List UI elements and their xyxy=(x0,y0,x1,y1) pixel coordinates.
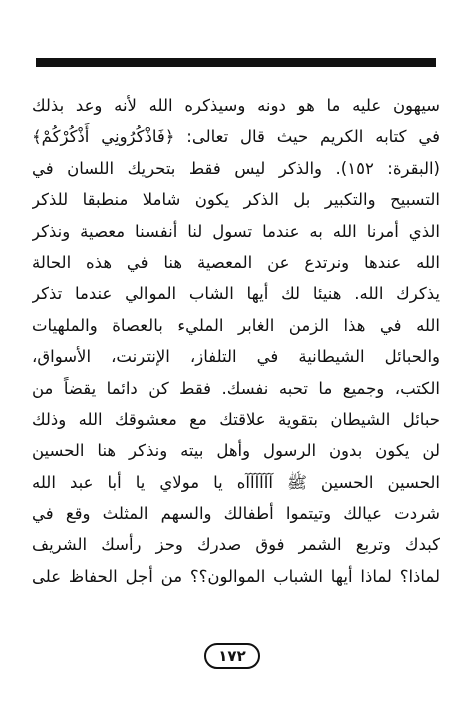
text-line: التسبيح والتكبير بل الذكر يكون شاملا منطبقا للذكر xyxy=(32,190,440,210)
text-line: كبدك وتربع الشمر فوق صدرك وحز رأسك الشريف xyxy=(32,535,440,555)
text-line: الحسين الحسين ﷺ آآآآآآه يا مولاي يا أبا عبد الله xyxy=(32,472,440,492)
page-number-badge: ١٧٢ xyxy=(204,643,260,669)
text-line: والحبائل الشيطانية في التلفاز، الإنترنت، الأسواق، xyxy=(32,347,440,367)
text-line: سيهون عليه ما هو دونه وسيذكره الله لأنه وعد بذلك xyxy=(32,96,440,115)
text-line: في كتابه الكريم حيث قال تعالى: ﴿فَاذْكُرُونِي أَذْكُرْكُمْ﴾ xyxy=(32,127,440,147)
text-line: لماذا؟ لماذا أيها الشباب الموالون؟؟ من أجل الحفاظ على xyxy=(32,566,440,586)
page-body-text xyxy=(32,90,440,592)
text-line: الله عندها ونرتدع عن المعصية هنا في هذه الحالة xyxy=(32,252,440,272)
text-line: الذي أمرنا الله به عندما تسول لنا أنفسنا معصية ونذكر xyxy=(32,221,440,241)
text-line: (البقرة: ١٥٢). والذكر ليس فقط بتحريك اللسان في xyxy=(32,158,440,178)
text-line: شردت عيالك وتيتموا أطفالك والسهم المثلث وقع في xyxy=(32,504,440,524)
text-line: الله في هذا الزمن الغابر المليء بالعصاة والملهيات xyxy=(32,315,440,335)
text-line: لن يكون بدون الرسول وأهل بيته ونذكر هنا الحسين xyxy=(32,441,440,461)
header-rule xyxy=(36,58,436,67)
text-line: الكتب، وجميع ما تحبه نفسك. فقط كن دائما يقضاً من xyxy=(32,378,440,398)
text-line: يذكرك الله. هنيئا لك أيها الشاب الموالي عندما تذكر xyxy=(32,284,440,304)
text-line: حبائل الشيطان بتقوية علاقتك مع معشوقك الله وذلك xyxy=(32,409,440,429)
